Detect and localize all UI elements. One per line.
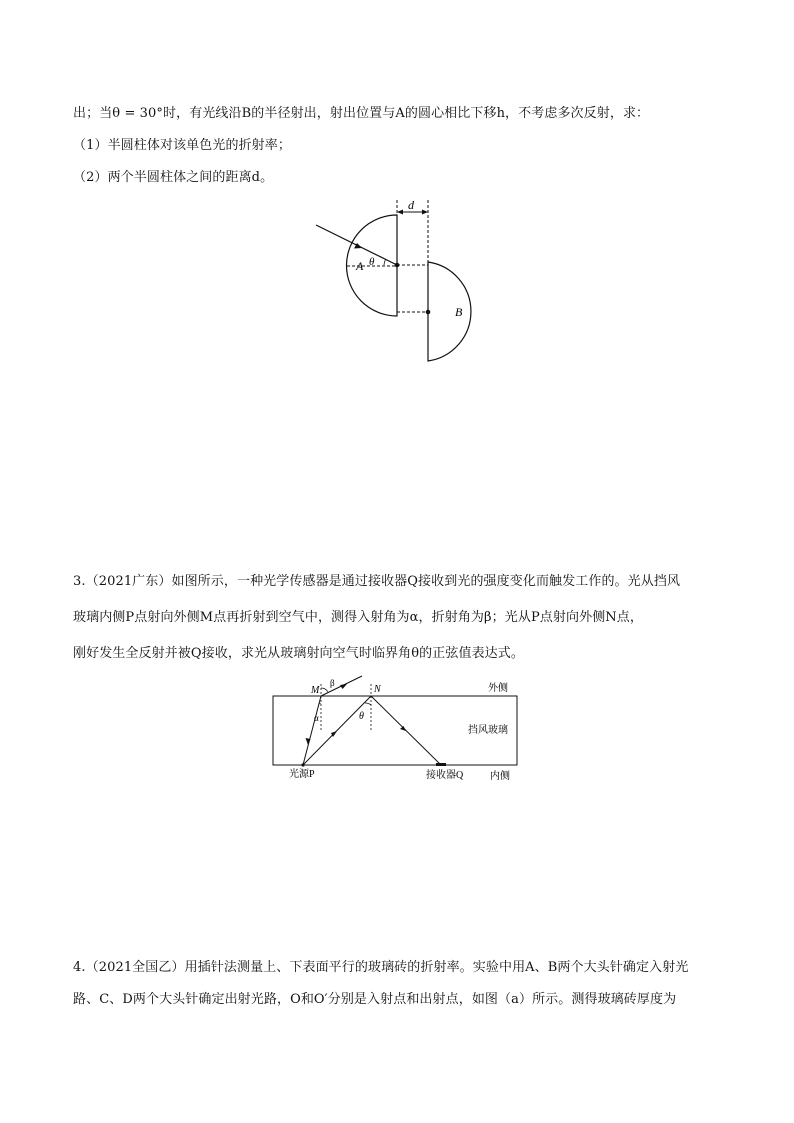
problem4-line-1: 4.（2021全国乙）用插针法测量上、下表面平行的玻璃砖的折射率。实验中用A、B两个大头针确定入射光 [73,960,689,975]
problem4-line-2: 路、C、D两个大头针确定出射光路，O和O′分别是入射点和出射点，如图（a）所示。测得玻璃砖厚度为 [73,992,677,1007]
label-inner: 内侧 [490,771,510,782]
label-M: M [311,685,320,696]
receiver-q [436,763,446,766]
label-B: B [455,305,463,319]
problem2-question-1: （1）半圆柱体对该单色光的折射率； [73,138,291,153]
label-glass: 挡风玻璃 [468,725,508,736]
label-N: N [374,684,381,695]
label-d: d [408,198,414,212]
half-cylinder-b [428,262,471,361]
label-outer: 外侧 [488,683,508,694]
problem2-intro: 出；当θ = 30°时，有光线沿B的半径射出，射出位置与A的圆心相比下移h，不考虑多次反射，求： [73,106,650,121]
ray-n-to-q [371,696,441,765]
ray-p-to-n [303,696,371,765]
windshield-sensor-figure [265,670,530,785]
label-A: A [356,259,364,273]
half-cylinders-figure [300,190,500,370]
problem2-question-2: （2）两个半圆柱体之间的距离d。 [73,170,274,185]
label-alpha: α [314,713,319,723]
problem3-line-3: 刚好发生全反射并被Q接收，求光从玻璃射向空气时临界角θ的正弦值表达式。 [73,646,524,661]
label-theta-a: θ [369,256,375,268]
ray-p-to-m [303,696,321,765]
label-source: 光源P [289,769,315,780]
problem3-line-1: 3.（2021广东）如图所示，一种光学传感器是通过接收器Q接收到光的强度变化而触发工作的。光从挡风 [73,574,681,589]
label-beta: β [330,678,335,688]
label-receiver: 接收器Q [426,770,464,781]
problem3-line-2: 玻璃内侧P点射向外侧M点再折射到空气中，测得入射角为α，折射角为β；光从P点射向外侧N点， [73,610,643,625]
label-theta: θ [359,711,364,722]
